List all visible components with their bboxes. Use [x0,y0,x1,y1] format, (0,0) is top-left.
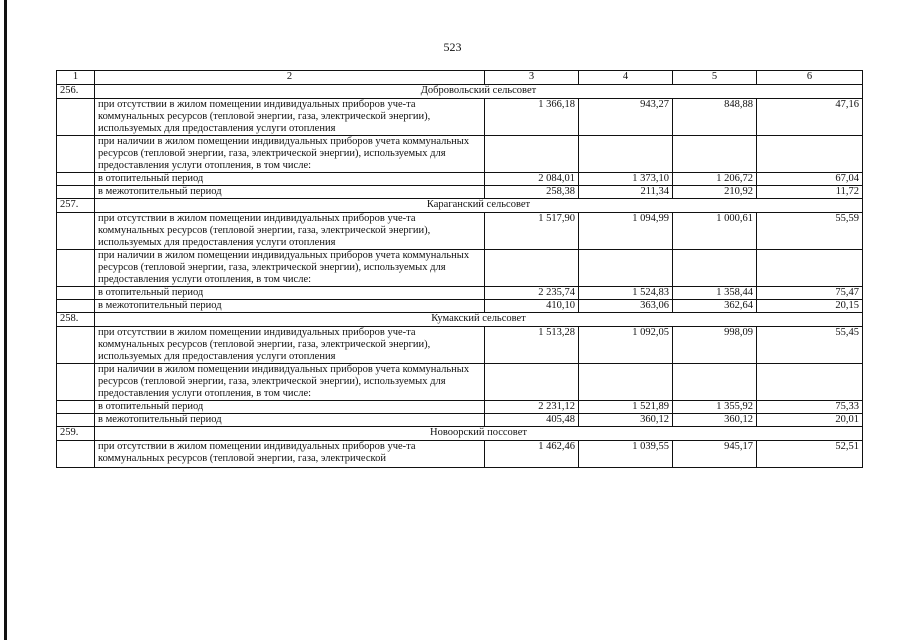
value-cell: 20,15 [757,300,863,313]
value-cell: 47,16 [757,99,863,136]
row-description: при отсутствии в жилом помещении индивидуальных приборов уче-та коммунальных ресурсов (тепловой энергии, газа, электрической энергии), используемых для предоставления услуги отопления [95,327,485,364]
section-name: Добровольский сельсовет [95,85,863,99]
tariff-table [56,70,863,468]
value-cell: 1 355,92 [673,401,757,414]
value-cell: 943,27 [579,99,673,136]
value-cell: 210,92 [673,186,757,199]
table-row [57,441,863,468]
value-cell: 945,17 [673,441,757,468]
row-label: в межотопительный период [95,414,485,427]
value-cell: 2 235,74 [485,287,579,300]
section-name: Новоорский поссовет [95,427,863,441]
table-row [57,186,863,199]
value-cell: 998,09 [673,327,757,364]
row-label: в отопительный период [95,401,485,414]
value-cell: 848,88 [673,99,757,136]
section-id: 258. [57,313,95,327]
value-cell: 410,10 [485,300,579,313]
section-row [57,199,863,213]
row-description: при наличии в жилом помещении индивидуальных приборов учета коммунальных ресурсов (тепловой энергии, газа, электрической энергии), используемых для предоставления услуги отопления, в том числе: [95,364,485,401]
section-row [57,427,863,441]
value-cell: 75,47 [757,287,863,300]
value-cell: 1 000,61 [673,213,757,250]
column-header: 2 [95,71,485,85]
value-cell: 405,48 [485,414,579,427]
row-description [95,441,485,468]
value-cell: 1 366,18 [485,99,579,136]
value-cell: 1 358,44 [673,287,757,300]
column-header: 6 [757,71,863,85]
page-left-edge-bar [4,0,7,640]
value-cell: 1 094,99 [579,213,673,250]
value-cell: 20,01 [757,414,863,427]
table-row [57,173,863,186]
table-row [57,250,863,287]
value-cell: 52,51 [757,441,863,468]
section-id: 256. [57,85,95,99]
section-id: 257. [57,199,95,213]
value-cell: 258,38 [485,186,579,199]
section-row [57,313,863,327]
table-row [57,99,863,136]
row-label: в отопительный период [95,173,485,186]
section-id: 259. [57,427,95,441]
value-cell: 1 373,10 [579,173,673,186]
value-cell: 1 092,05 [579,327,673,364]
row-label: в межотопительный период [95,186,485,199]
table-row [57,414,863,427]
row-description: при отсутствии в жилом помещении индивидуальных приборов уче-та коммунальных ресурсов (тепловой энергии, газа, электрической энергии), используемых для предоставления услуги отопления [95,99,485,136]
value-cell: 55,59 [757,213,863,250]
table-row [57,213,863,250]
value-cell: 1 513,28 [485,327,579,364]
value-cell: 55,45 [757,327,863,364]
value-cell: 1 521,89 [579,401,673,414]
value-cell: 67,04 [757,173,863,186]
value-cell: 75,33 [757,401,863,414]
value-cell: 211,34 [579,186,673,199]
column-header: 1 [57,71,95,85]
value-cell: 1 517,90 [485,213,579,250]
value-cell: 1 206,72 [673,173,757,186]
value-cell: 360,12 [673,414,757,427]
section-name: Караганский сельсовет [95,199,863,213]
row-description: при наличии в жилом помещении индивидуальных приборов учета коммунальных ресурсов (тепловой энергии, газа, электрической энергии), используемых для предоставления услуги отопления, в том числе: [95,250,485,287]
value-cell: 2 084,01 [485,173,579,186]
table-row [57,327,863,364]
table-row [57,287,863,300]
value-cell: 1 039,55 [579,441,673,468]
value-cell: 362,64 [673,300,757,313]
section-name: Кумакский сельсовет [95,313,863,327]
row-description: при отсутствии в жилом помещении индивидуальных приборов уче-та коммунальных ресурсов (тепловой энергии, газа, электрической энергии), используемых для предоставления услуги отопления [95,213,485,250]
value-cell: 363,06 [579,300,673,313]
column-header: 3 [485,71,579,85]
column-header: 5 [673,71,757,85]
table-row [57,364,863,401]
value-cell: 1 462,46 [485,441,579,468]
column-header: 4 [579,71,673,85]
row-label: в отопительный период [95,287,485,300]
row-description: при наличии в жилом помещении индивидуальных приборов учета коммунальных ресурсов (тепловой энергии, газа, электрической энергии), используемых для предоставления услуги отопления, в том числе: [95,136,485,173]
table-row [57,401,863,414]
column-number-row [57,71,863,85]
table-row [57,136,863,173]
value-cell: 1 524,83 [579,287,673,300]
value-cell: 11,72 [757,186,863,199]
table-row [57,300,863,313]
row-label: в межотопительный период [95,300,485,313]
value-cell: 360,12 [579,414,673,427]
page-number: 523 [443,40,462,54]
row-description-text: при отсутствии в жилом помещении индивидуальных приборов уче-та коммунальных ресурсов (тепловой энергии, газа, электрической [98,441,416,464]
value-cell: 2 231,12 [485,401,579,414]
section-row [57,85,863,99]
